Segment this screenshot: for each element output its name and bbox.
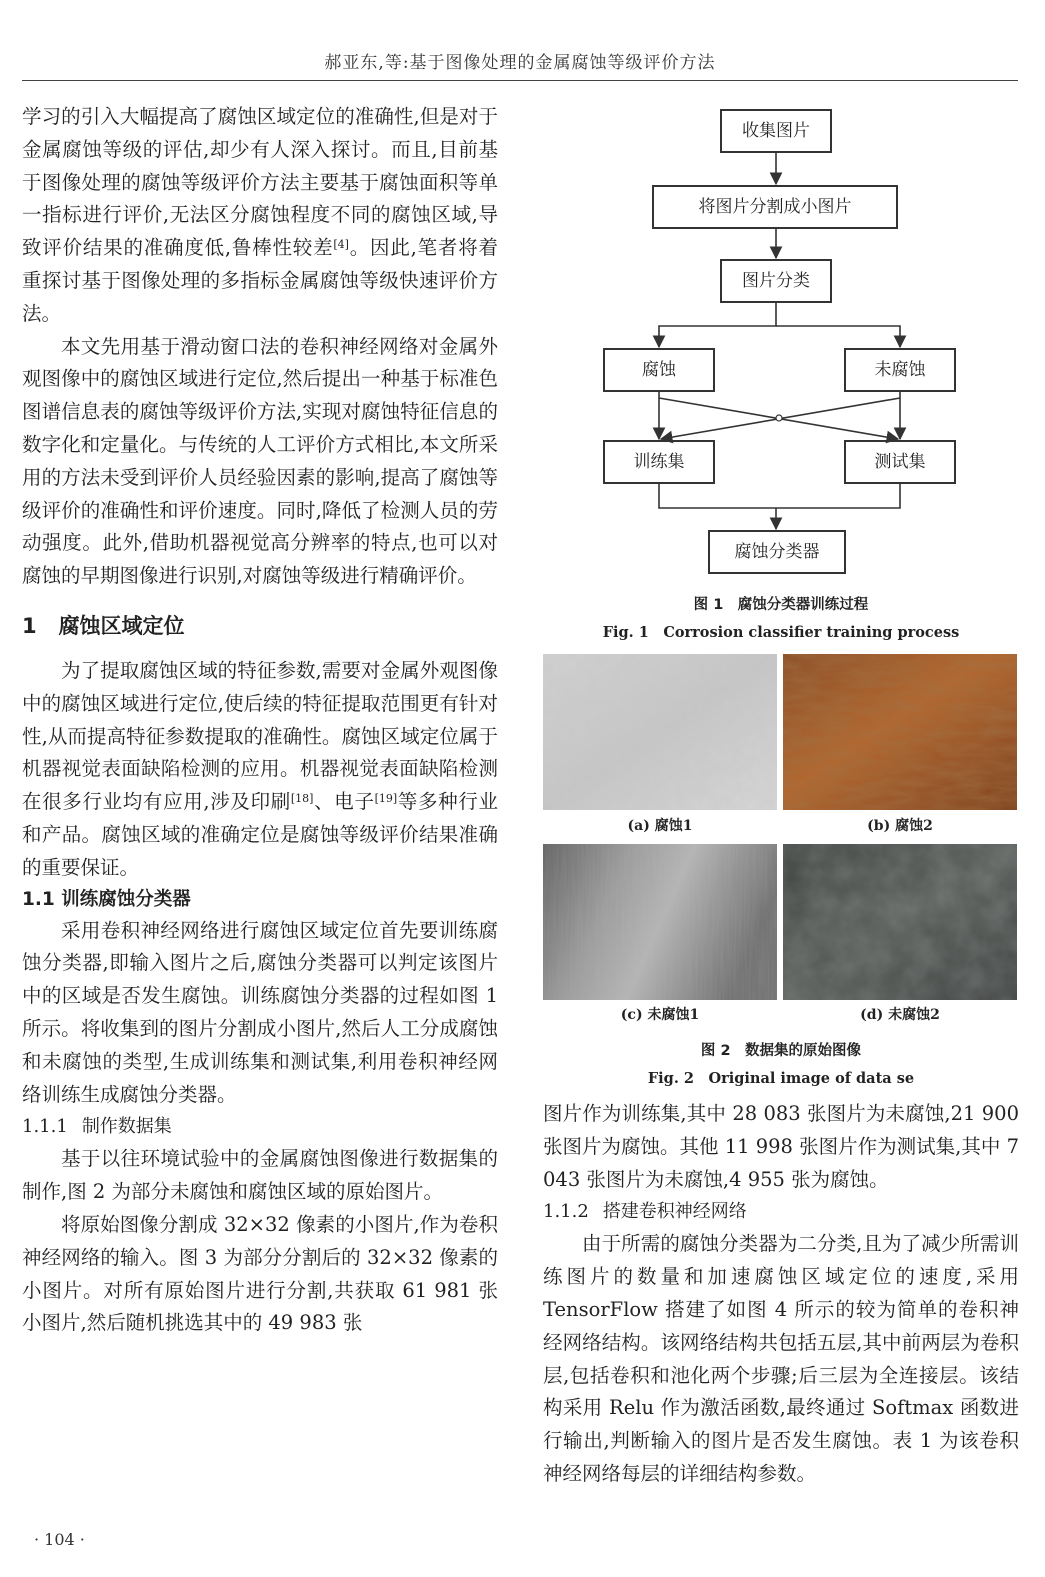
page-number: · 104 · [34,1530,85,1549]
flow-label-corroded: 腐蚀 [642,360,676,380]
subsubsection-heading: 1.1.1 制作数据集 [22,1116,172,1138]
fig1-caption-en: Fig. 1 Corrosion classifier training process [602,624,960,641]
citation: [4] [333,238,349,252]
flow-label-split: 将图片分割成小图片 [698,197,852,217]
right-column [543,1098,1019,1491]
paragraph: 采用卷积神经网络进行腐蚀区域定位首先要训练腐蚀分类器,即输入图片之后,腐蚀分类器可以判定该图片中的区域是否发生腐蚀。训练腐蚀分类器的过程如图 1 所示。将收集到的图片分割成小图片,然后人工分成腐蚀和未腐蚀的类型,生成训练集和测试集,利用卷积神经网络训练生成腐蚀分类器。 [22,918,498,1106]
paragraph: 图片作为训练集,其中 28 083 张图片为未腐蚀,21 900 张图片为腐蚀。其他 11 998 张图片作为测试集,其中 7 043 张图片为未腐蚀,4 955 张为腐蚀。 [543,1102,1019,1191]
citation: [18] [290,792,314,806]
paragraph: 基于以往环境试验中的金属腐蚀图像进行数据集的制作,图 2 为部分未腐蚀和腐蚀区域的原始图片。 [22,1147,498,1204]
fig2-subcaption-b: (b) 腐蚀2 [867,818,933,834]
subsection-heading: 1.1 训练腐蚀分类器 [22,888,191,910]
flow-label-classifier: 腐蚀分类器 [734,542,820,562]
flow-label-collect: 收集图片 [742,121,810,141]
citation: [19] [374,792,398,806]
fig2-subcaption-a: (a) 腐蚀1 [627,818,693,834]
fig2-caption-cn: 图 2 数据集的原始图像 [700,1043,862,1059]
photo-uncorroded-1 [543,844,777,1000]
running-header: 郝亚东,等:基于图像处理的金属腐蚀等级评价方法 [324,53,716,73]
flow-label-uncorroded: 未腐蚀 [874,360,926,380]
flow-label-train: 训练集 [633,452,685,472]
subsubsection-heading: 1.1.2 搭建卷积神经网络 [543,1201,747,1223]
fig2-subcaption-d: (d) 未腐蚀2 [860,1007,940,1023]
paragraph: 由于所需的腐蚀分类器为二分类,且为了减少所需训练图片的数量和加速腐蚀区域定位的速度,采用 TensorFlow 搭建了如图 4 所示的较为简单的卷积神经网络结构。该网络结构共包括五层,其中前两层为卷积层,包括卷积和池化两个步骤;后三层为全连接层。该结构采用 Relu 作为激活函数,最终通过 Softmax 函数进行输出,判断输入的图片是否发生腐蚀。表 1 为该卷积神经网络每层的详细结构参数。 [543,1232,1019,1485]
paragraph: 将原始图像分割成 32×32 像素的小图片,作为卷积神经网络的输入。图 3 为部分分割后的 32×32 像素的小图片。对所有原始图片进行分割,共获取 61 981 张小图片,然后随机挑选其中的 49 983 张 [22,1212,498,1335]
paragraph: 为了提取腐蚀区域的特征参数,需要对金属外观图像中的腐蚀区域进行定位,使后续的特征提取范围更有针对性,从而提高特征参数提取的准确性。腐蚀区域定位属于机器视觉表面缺陷检测的应用。机器视觉表面缺陷检测在很多行业均有应用,涉及印刷[18]、电子[19]等多种行业和产品。腐蚀区域的准确定位是腐蚀等级评价结果准确的重要保证。 [22,658,498,879]
fig1-caption-cn: 图 1 腐蚀分类器训练过程 [693,597,869,613]
flowchart [595,98,965,588]
photo-uncorroded-2 [783,844,1017,1000]
header-rule [22,80,1018,81]
fig2-subcaption-c: (c) 未腐蚀1 [620,1007,700,1023]
flow-label-test: 测试集 [874,452,926,472]
photo-corroded-2 [783,654,1017,810]
photo-corroded-1 [543,654,777,810]
paragraph: 本文先用基于滑动窗口法的卷积神经网络对金属外观图像中的腐蚀区域进行定位,然后提出一种基于标准色图谱信息表的腐蚀等级评价方法,实现对腐蚀特征信息的数字化和定量化。与传统的人工评价方式相比,本文所采用的方法未受到评价人员经验因素的影响,提高了腐蚀等级评价的准确性和评价速度。同时,降低了检测人员的劳动强度。此外,借助机器视觉高分辨率的特点,也可以对腐蚀的早期图像进行识别,对腐蚀等级进行精确评价。 [22,334,498,588]
fig2-caption-en: Fig. 2 Original image of data se [647,1070,915,1087]
section-heading: 1 腐蚀区域定位 [22,613,185,638]
left-column [22,101,498,1340]
paragraph: 学习的引入大幅提高了腐蚀区域定位的准确性,但是对于金属腐蚀等级的评估,却少有人深入探讨。而且,目前基于图像处理的腐蚀等级评价方法主要基于腐蚀面积等单一指标进行评价,无法区分腐蚀程度不同的腐蚀区域,导致评价结果的准确度低,鲁棒性较差[4]。因此,笔者将着重探讨基于图像处理的多指标金属腐蚀等级快速评价方法。 [22,105,499,325]
flow-label-classify: 图片分类 [742,271,810,291]
